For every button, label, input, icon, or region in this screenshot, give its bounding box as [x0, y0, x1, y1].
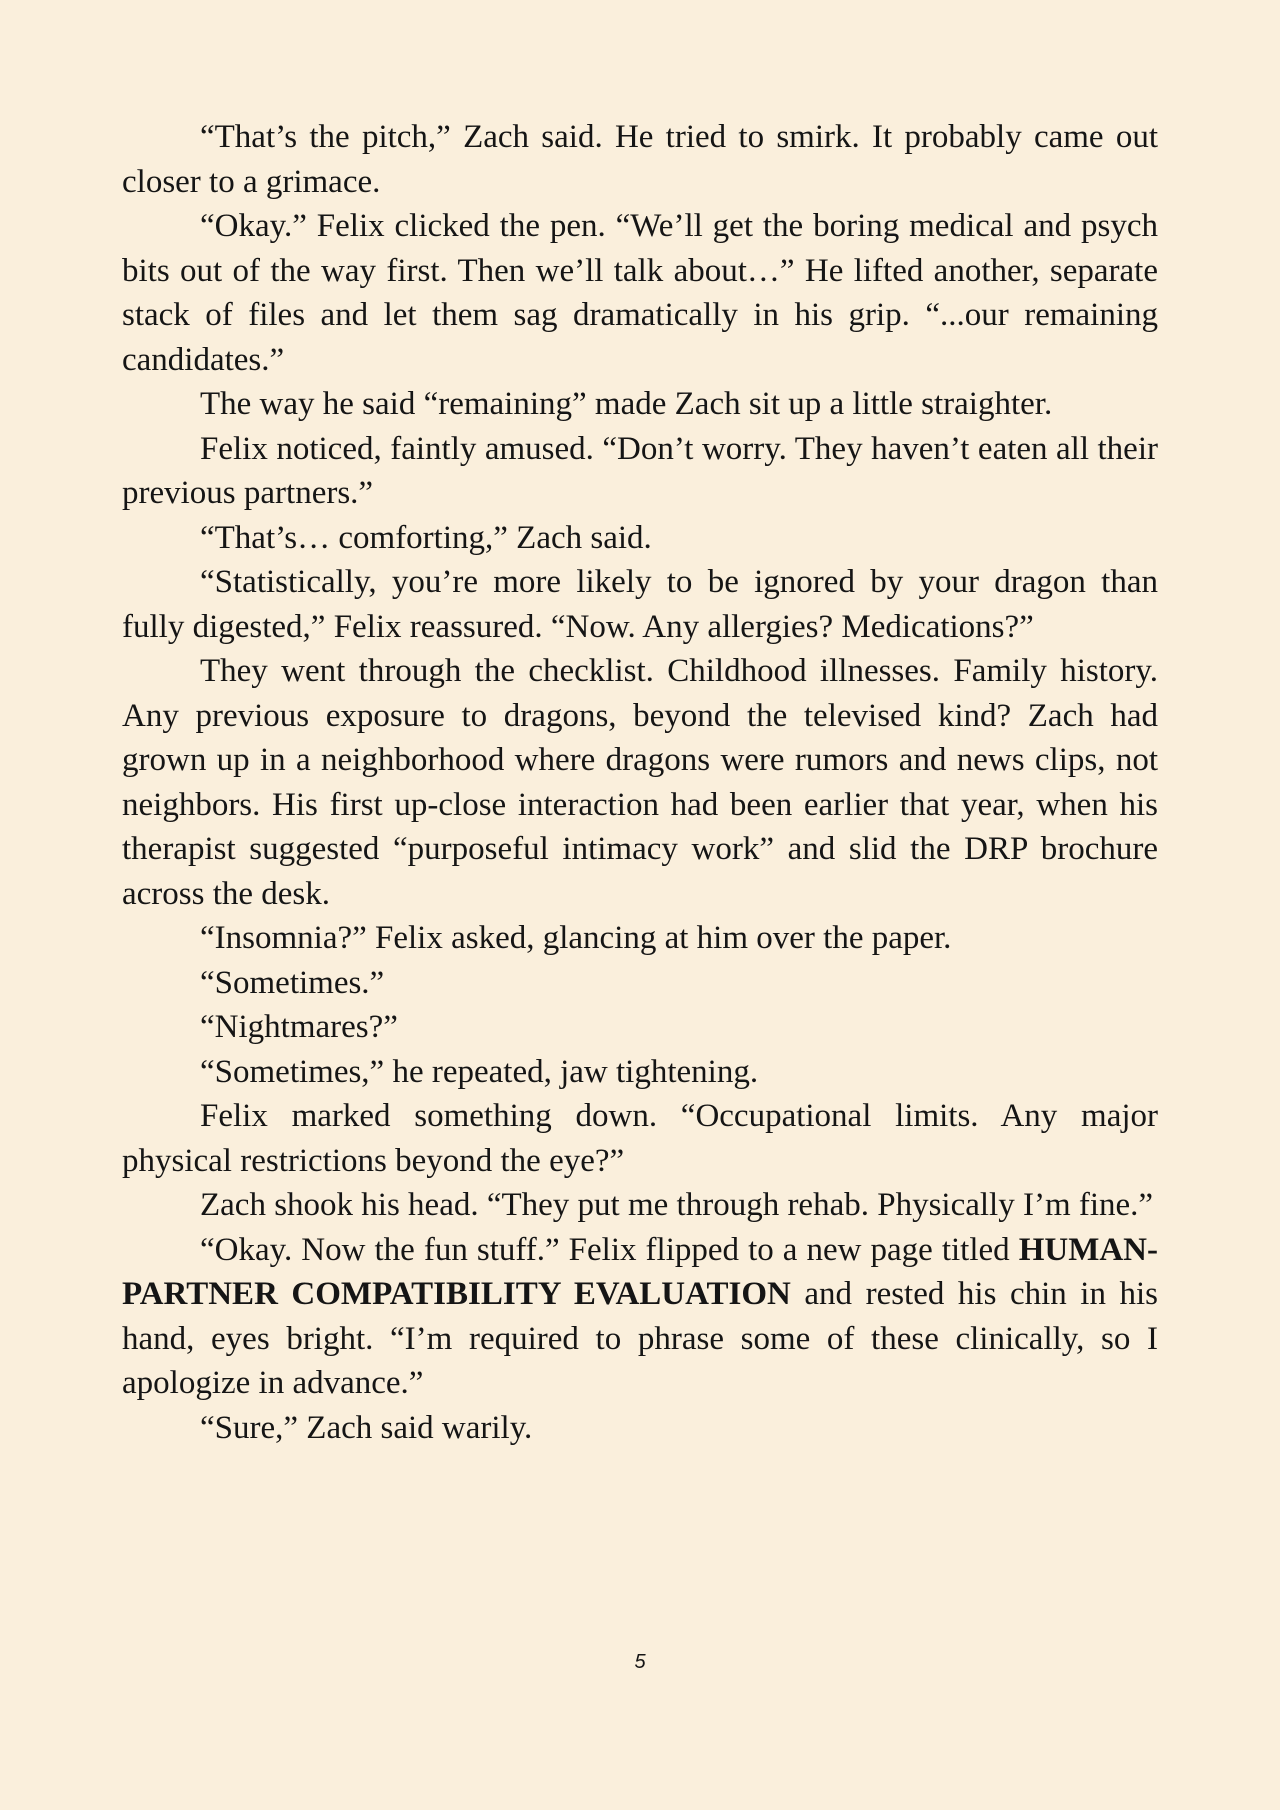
paragraph: “Statistically, you’re more likely to be ignored by your dragon than fully digested,” Felix reassured. “Now. Any allergies? Medications?”	[122, 564, 1158, 645]
paragraph: They went through the checklist. Childhood illnesses. Family history. Any previous exposure to dragons, beyond the televised kind? Zach had grown up in a neighborhood where dragons were rumors and news clips, not neighbors. His first up-close interaction had been earlier that year, when his therapist suggested “purposeful intimacy work” and slid the DRP brochure across the desk.	[122, 653, 1158, 912]
paragraph: Felix marked something down. “Occupational limits. Any major physical restrictions beyond the eye?”	[122, 1098, 1158, 1179]
paragraph: “Sometimes,” he repeated, jaw tightening.	[200, 1053, 759, 1090]
paragraph: Zach shook his head. “They put me through rehab. Physically I’m fine.”	[200, 1187, 1154, 1223]
paragraph: “Insomnia?” Felix asked, glancing at him over the paper.	[200, 920, 952, 956]
evaluation-text-after: and rested his chin in his hand, eyes bright. “I’m required to phrase some of these clinically, so I apologize in advance.”	[122, 1276, 1158, 1401]
paragraph: The way he said “remaining” made Zach sit up a little straighter.	[200, 386, 1053, 422]
evaluation-paragraph	[122, 1228, 1158, 1406]
evaluation-text-before: “Okay. Now the fun stuff.” Felix flipped to a new page titled	[200, 1231, 1019, 1268]
paragraph: “Sure,” Zach said warily.	[200, 1409, 533, 1446]
paragraph: “Okay.” Felix clicked the pen. “We’ll get the boring medical and psych bits out of the way first. Then we’ll talk about…” He lifted another, separate stack of files and let them sag dramatically in his grip. “...our remaining candidates.”	[122, 208, 1158, 378]
paragraph: “That’s the pitch,” Zach said. He tried to smirk. It probably came out closer to a grimace.	[122, 119, 1158, 200]
page-number: 5	[634, 1651, 646, 1673]
paragraph: Felix noticed, faintly amused. “Don’t worry. They haven’t eaten all their previous partners.”	[122, 430, 1158, 511]
page-body	[122, 115, 1158, 1450]
paragraph: “Nightmares?”	[200, 1009, 398, 1045]
paragraph: “Sometimes.”	[200, 964, 385, 1001]
paragraph: “That’s… comforting,” Zach said.	[200, 519, 652, 556]
evaluation-title: HUMAN-PARTNER COMPATIBILITY EVALUATION	[122, 1231, 1158, 1312]
